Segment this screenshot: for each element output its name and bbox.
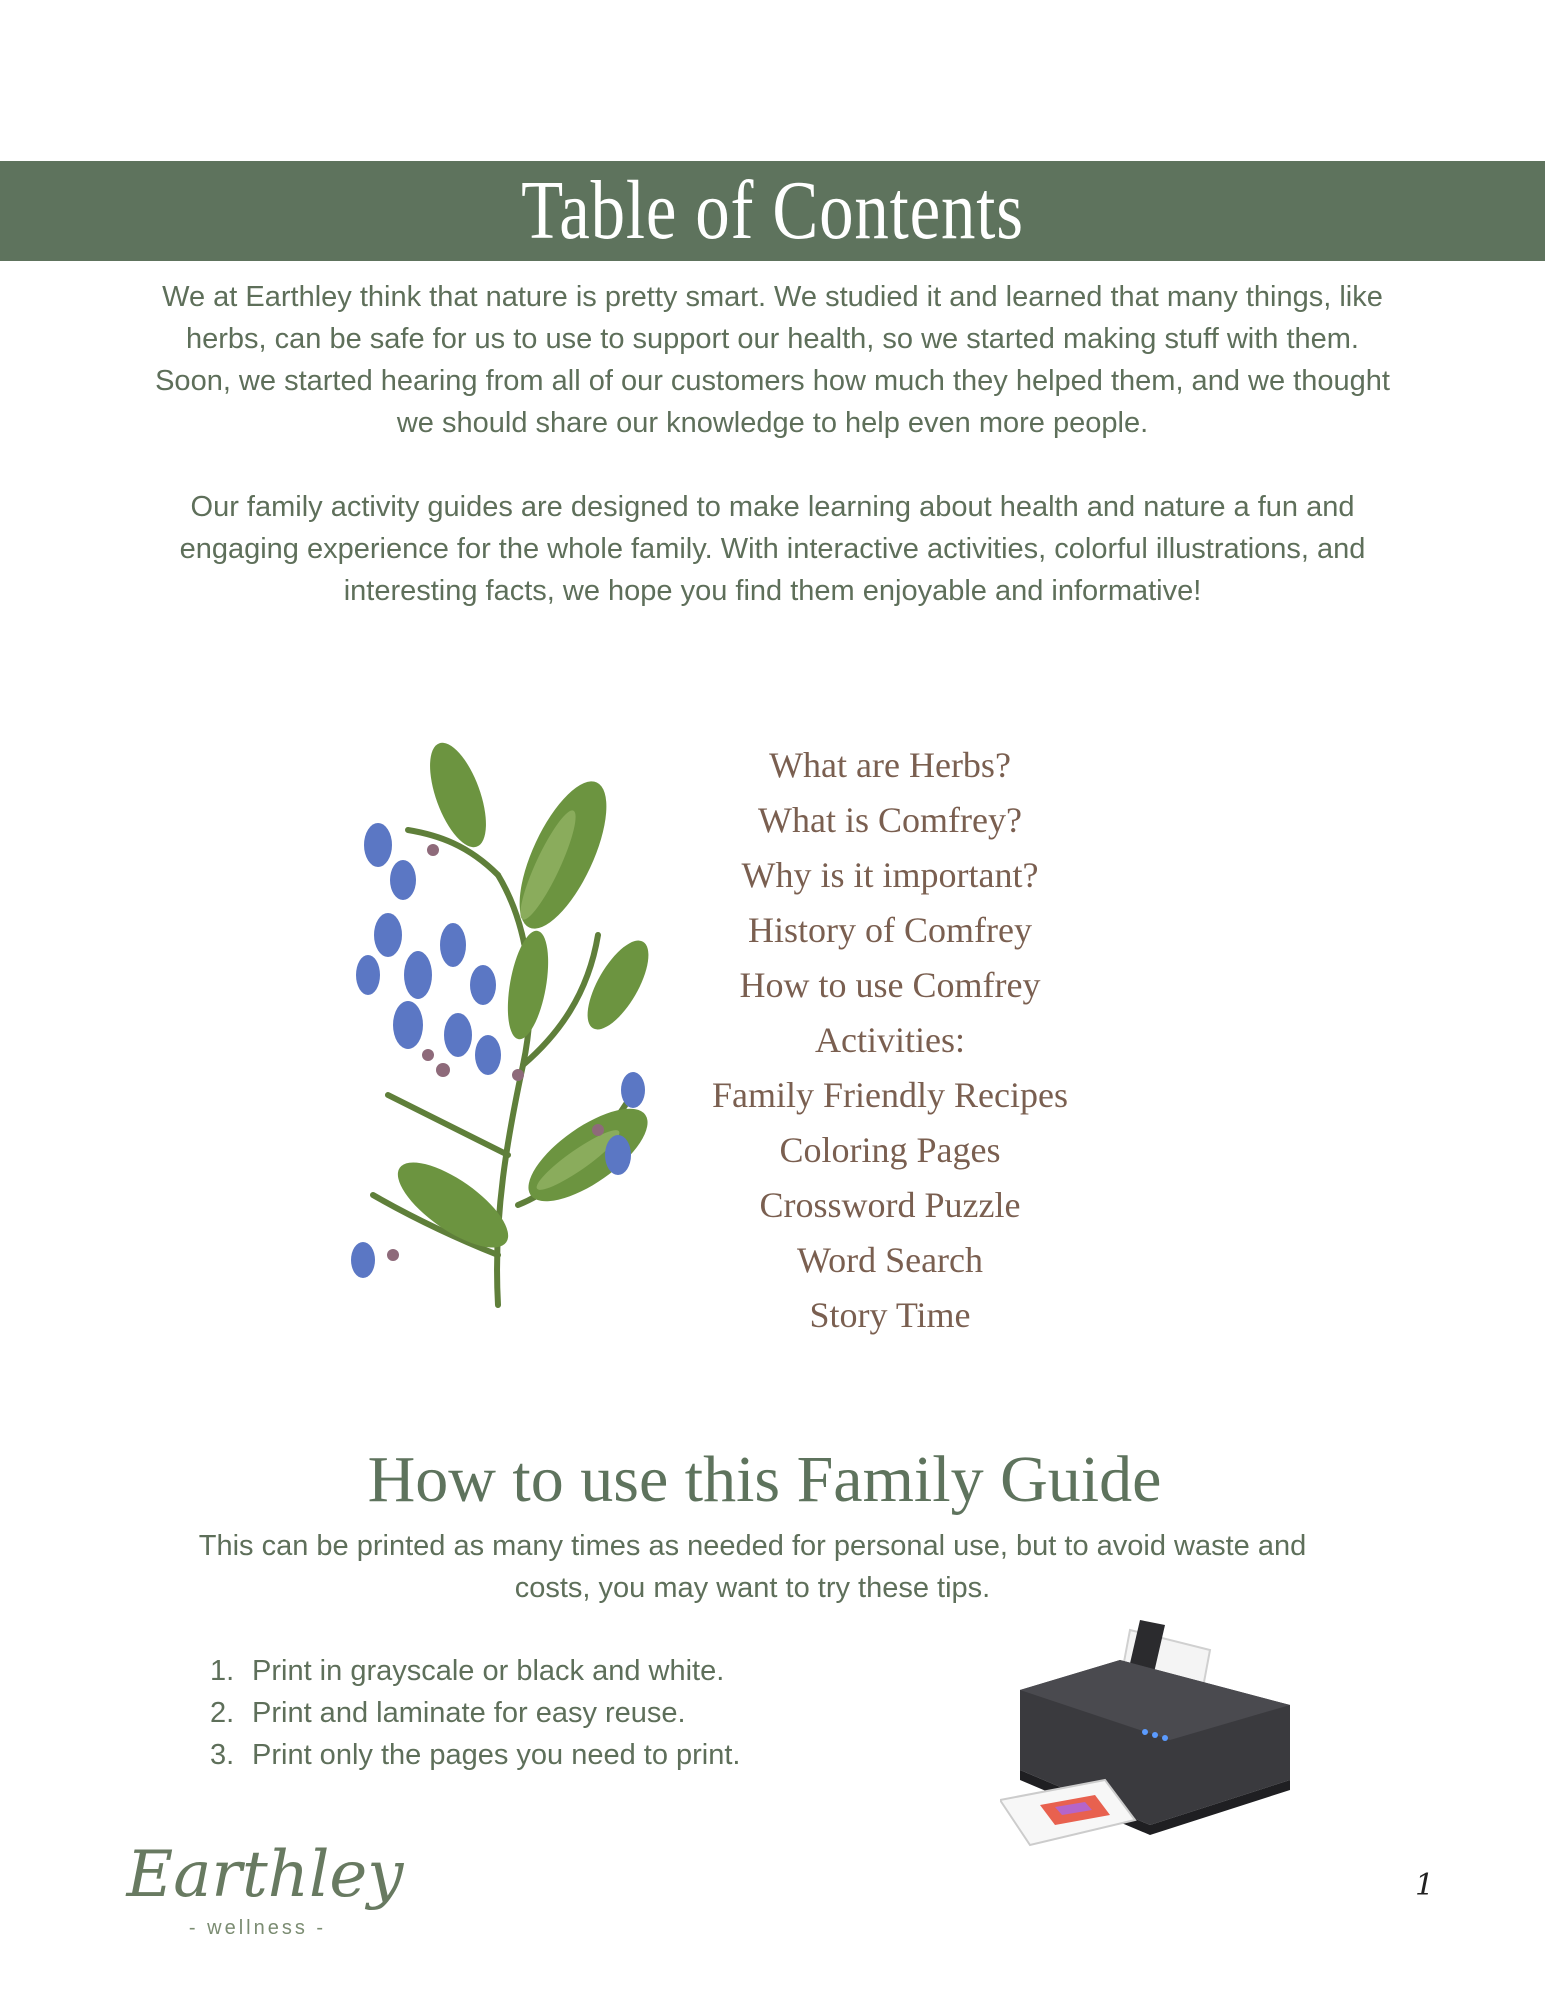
list-item xyxy=(210,1650,910,1692)
tip-number: 3. xyxy=(210,1739,235,1771)
tip-text: Print only the pages you need to print. xyxy=(252,1739,741,1771)
guide-title: How to use this Family Guide xyxy=(367,1443,1162,1516)
toc-item-coloring-pages[interactable]: Coloring Pages xyxy=(779,1130,1001,1170)
logo-subtitle: - wellness - xyxy=(188,1917,327,1939)
toc-item-how-to-use[interactable]: How to use Comfrey xyxy=(739,965,1041,1005)
list-item xyxy=(210,1692,910,1734)
list-item xyxy=(210,1734,910,1776)
toc-item-recipes[interactable]: Family Friendly Recipes xyxy=(712,1075,1068,1115)
comfrey-plant-illustration xyxy=(348,735,678,1315)
toc-item-word-search[interactable]: Word Search xyxy=(796,1240,984,1280)
guide-description: This can be printed as many times as needed for personal use, but to avoid waste and costs, you may want to try these tips. xyxy=(198,1530,1307,1604)
title-banner xyxy=(0,161,1545,261)
intro-paragraph-2: Our family activity guides are designed to make learning about health and nature a fun and engaging experience for the whole family. With interactive activities, colorful illustrations, and interesting facts, we hope you find them enjoyable and informative! xyxy=(179,491,1366,607)
toc-item-activities[interactable]: Activities: xyxy=(815,1020,965,1060)
table-of-contents-list xyxy=(680,738,1100,1343)
tip-text: Print and laminate for easy reuse. xyxy=(252,1697,686,1729)
toc-item-what-is-comfrey[interactable]: What is Comfrey? xyxy=(758,800,1022,840)
logo-wordmark: Earthley xyxy=(126,1838,404,1912)
tip-number: 2. xyxy=(210,1697,235,1729)
toc-item-why-important[interactable]: Why is it important? xyxy=(741,855,1039,895)
toc-item-history[interactable]: History of Comfrey xyxy=(748,910,1032,950)
page-title: Table of Contents xyxy=(521,164,1024,257)
toc-item-crossword[interactable]: Crossword Puzzle xyxy=(759,1185,1021,1225)
toc-item-what-are-herbs[interactable]: What are Herbs? xyxy=(769,745,1011,785)
earthley-logo xyxy=(115,1835,415,1950)
printer-icon xyxy=(1000,1620,1300,1850)
intro-paragraph-1: We at Earthley think that nature is pretty smart. We studied it and learned that many things, like herbs, can be safe for us to use to support our health, so we started making stuff with them. Soon, we started hearing from all of our customers how much they helped them, and we thought we should share our knowledge to help even more people. xyxy=(155,281,1390,439)
tip-number: 1. xyxy=(210,1655,235,1687)
toc-item-story-time[interactable]: Story Time xyxy=(809,1295,971,1335)
page-number: 1 xyxy=(1415,1868,1435,1903)
intro-text xyxy=(150,276,1395,654)
tips-list xyxy=(210,1650,910,1776)
tip-text: Print in grayscale or black and white. xyxy=(252,1655,725,1687)
